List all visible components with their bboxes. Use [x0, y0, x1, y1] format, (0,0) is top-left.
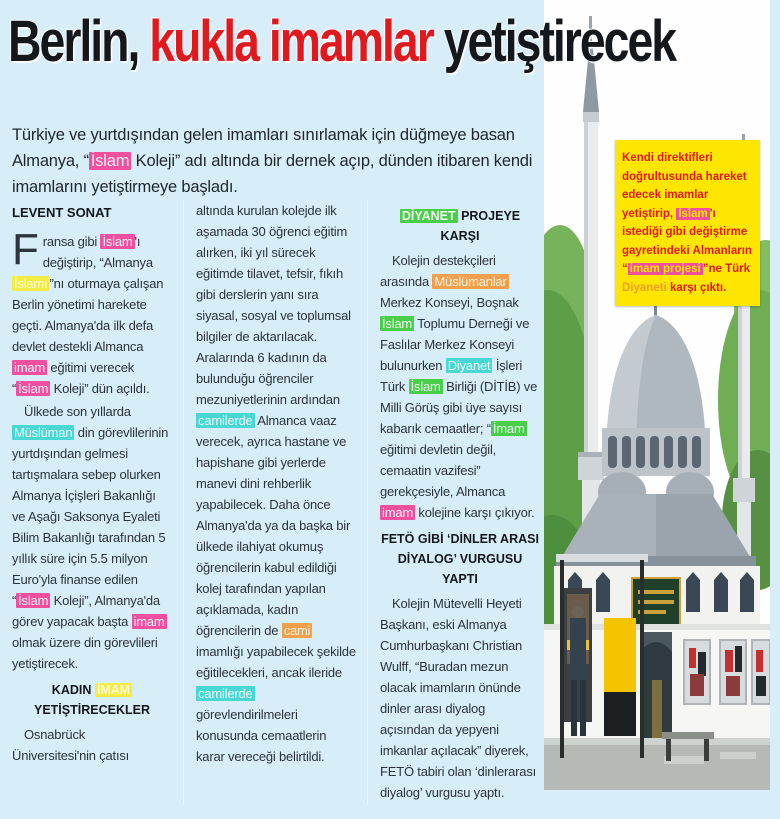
callout-box [615, 140, 760, 306]
text-run: Toplumu Derneği ve Faslılar Merkez Konseyi bulunurken [380, 316, 530, 373]
text-run: 'ı değiştirip, “Almanya [42, 234, 153, 270]
highlighted-text: Diyanet [447, 358, 491, 373]
highlighted-text: imam projesi [629, 263, 701, 275]
text-run: din görevlilerinin yurtdışından gelmesi tartışmalara sebep olurken Almanya İçişleri Bakanlığı ve Aşağı Saksonya Eyaleti Bilim Bakanlığı tarafından 5 yıllık süre için 5.5 milyon Euro'yla finanse edilen “ [12, 425, 169, 608]
section-subhead [380, 529, 540, 589]
text-run: Almanca vaaz verecek, ayrıca hastane ve hapishane gibi yerlerde manevi dini rehberlik yapabilecek. Daha önce Almanya'da ya da başka bir ülkede ilahiyat okumuş öğrencilerin kabul edildiği kolej tarafından yapılan açıklamada, kadın öğrencilerin de [196, 413, 351, 638]
highlighted-text: Müslümanlar [434, 274, 507, 289]
highlighted-text: imam [382, 505, 413, 520]
text-run: Osnabrück Üniversitesi'nin çatısı [12, 727, 130, 763]
highlighted-text: İslam [18, 593, 49, 608]
body-paragraph [196, 200, 356, 767]
headline [8, 8, 675, 75]
highlighted-text: Müslüman [14, 425, 73, 440]
text-run: YETİŞTİRECEKLER [34, 703, 150, 717]
text-run: görevlendirilmeleri konusunda cemaatlerin karar vereceği belirtildi. [196, 707, 327, 764]
column-1 [12, 200, 184, 805]
byline: LEVENT SONAT [12, 205, 112, 220]
highlighted-text: İslam [102, 234, 133, 249]
text-run: Kolejin Mütevelli Heyeti Başkanı, eski Almanya Cumhurbaşkanı Christian Wulff, “Buradan mezun olacak imamların önünde dinler arası diyalog açısından da yepyeni imkanlar açılacak” diyerek, FETÖ tabiri olan ‘dinlerarası diyalog’ vurgusu yaptı. [380, 596, 537, 800]
headline-part-black-1: Berlin, [8, 9, 150, 74]
text-run: Koleji” adı altında bir dernek açıp, dünden itibaren kendi imamlarını yetiştirmeye başladı. [12, 152, 533, 196]
body-paragraph [12, 401, 172, 674]
highlighted-text: İslam [18, 381, 49, 396]
text-run: ”ne Türk [702, 263, 750, 275]
body-paragraph [380, 250, 540, 523]
highlighted-text: DİYANET [401, 209, 456, 223]
mosque-photo-illustration [544, 0, 770, 790]
lead-paragraph [12, 122, 540, 200]
highlighted-text: İslam [410, 379, 441, 394]
highlighted-text: İslam [90, 152, 130, 170]
text-run: Kolejin destekçileri arasında [380, 253, 496, 289]
text-run: Merkez Konseyi, Boşnak [380, 295, 519, 310]
text-run: olmak üzere din görevlileri yetiştirecek. [12, 635, 158, 671]
article-columns [12, 200, 540, 805]
text-run: eğitimi verecek “ [12, 360, 135, 396]
highlighted-text: İslam [678, 207, 708, 220]
highlighted-text: Diyaneti [622, 281, 667, 294]
text-run: imamlığı yapabilecek şekilde eğitilecekleri, ancak ileride [196, 644, 356, 680]
text-run: Kendi direktifleri doğrultusunda hareket edecek imamlar yetiştirip, [622, 152, 747, 220]
highlighted-text: İMAM [96, 683, 131, 697]
drop-cap: F [12, 225, 39, 274]
highlighted-text: camilerde [198, 686, 253, 701]
highlighted-text: cami [283, 623, 311, 638]
text-run: ”nı oturmaya çalışan Berlin yönetimi harekete geçti. Almanya'da ilk defa devlet destekli Almanca [12, 276, 164, 354]
headline-part-black-2: yetiştirecek [432, 9, 676, 74]
text-run: Koleji”, Almanya'da görev yapacak başta [12, 593, 160, 629]
headline-part-red: kukla imamlar [149, 9, 433, 74]
column-2 [196, 200, 368, 805]
mosque-street-photo [544, 0, 770, 790]
highlighted-text: İmam [492, 421, 525, 436]
text-run: Türkiye ve yurtdışından gelen imamları sınırlamak için düğmeye basan Almanya, “ [12, 126, 515, 170]
highlighted-text: imam [14, 360, 45, 375]
text-run: karşı çıktı. [666, 281, 727, 294]
highlighted-text: camilerde [198, 413, 253, 428]
column-3 [380, 200, 540, 805]
highlighted-text: İslam [382, 316, 413, 331]
highlighted-text: imam [133, 614, 165, 629]
text-run: kolejine karşı çıkıyor. [414, 505, 535, 520]
section-subhead [380, 206, 540, 246]
text-run: altında kurulan kolejde ilk aşamada 30 öğrenci eğitim alırken, iki yıl sürecek eğitimde tilavet, tefsir, fıkıh gibi derslerin yanı sıra siyasal, sosyal ve toplumsal bilgiler de aktarılacak. Aralarında 6 kadının da bulunduğu öğrenciler mezuniyetlerinin ardından [196, 203, 351, 407]
text-run: eğitimi devletin değil, cemaatin vazifesi” gerekçesiyle, Almanca [380, 442, 506, 499]
body-paragraph [12, 724, 172, 766]
text-run: PROJEYE KARŞI [440, 209, 521, 243]
text-run: Birliği (DİTİB) ve Milli Görüş gibi üye sayısı kabarık cemaatler; “ [380, 379, 538, 436]
body-paragraph [380, 593, 540, 803]
body-paragraph [12, 225, 172, 399]
section-subhead [12, 680, 172, 720]
text-run: Koleji” dün açıldı. [50, 381, 150, 396]
highlighted-text: İslamı [14, 276, 48, 291]
text-run: İşleri Türk [380, 358, 523, 394]
text-run: 'ı istediği gibi değiştirme gayretindeki Almanların “ [622, 207, 752, 275]
text-run: Ülkede son yıllarda [24, 404, 131, 419]
text-run: ransa gibi [42, 234, 101, 249]
text-run: FETÖ GİBİ ‘DİNLER ARASI DİYALOG’ VURGUSU YAPTI [381, 532, 539, 586]
text-run: KADIN [51, 683, 95, 697]
